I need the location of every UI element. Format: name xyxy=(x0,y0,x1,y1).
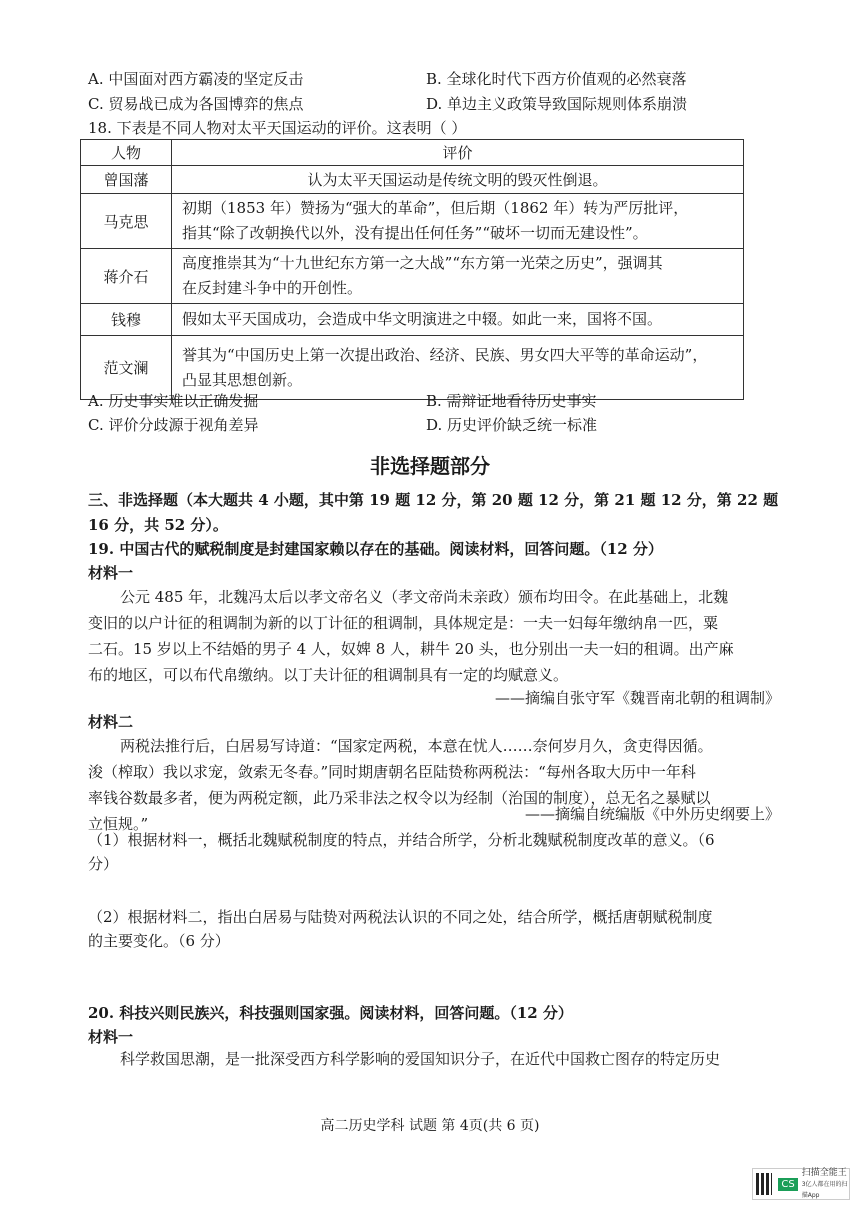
q19-material1-line: 布的地区，可以布代帛缴纳。以丁夫计征的租调制具有一定的均赋意义。 xyxy=(88,666,569,684)
evaluation-cell xyxy=(172,194,744,249)
evaluation-line: 在反封建斗争中的开创性。 xyxy=(182,279,363,297)
q20-stem: 20. 科技兴则民族兴，科技强则国家强。阅读材料，回答问题。（12 分） xyxy=(88,1004,573,1022)
q17-option-d: D. 单边主义政策导致国际规则体系崩溃 xyxy=(426,95,688,113)
q19-sub2-line2: 的主要变化。（6 分） xyxy=(88,932,230,950)
q19-material1-line: 二石。15 岁以上不结婚的男子 4 人，奴婢 8 人，耕牛 20 头，也分别出一夫一妇的租调。出产麻 xyxy=(88,640,734,658)
section-title: 非选择题部分 xyxy=(370,454,490,478)
q19-sub1-line2: 分） xyxy=(88,855,119,873)
q19-sub2-line1: （2）根据材料二，指出白居易与陆贽对两税法认识的不同之处，结合所学，概括唐朝赋税制度 xyxy=(88,908,713,926)
scanner-name: 扫描全能王 xyxy=(801,1167,847,1178)
scanner-tagline: 3亿人都在用的扫描App xyxy=(801,1180,848,1199)
evaluation-line: 初期（1853 年）赞扬为“强大的革命”，但后期（1862 年）转为严厉批评， xyxy=(182,199,689,217)
qr-code-icon xyxy=(756,1173,772,1195)
person-cell: 范文澜 xyxy=(81,336,172,400)
q19-material1-source: ——摘编自张守军《魏晋南北朝的租调制》 xyxy=(494,689,780,707)
q19-stem: 19. 中国古代的赋税制度是封建国家赖以存在的基础。阅读材料，回答问题。（12 分） xyxy=(88,540,663,558)
table-row xyxy=(81,304,744,336)
page-footer: 高二历史学科 试题 第 4页(共 6 页) xyxy=(320,1118,540,1134)
q19-sub1-line1: （1）根据材料一，概括北魏赋税制度的特点，并结合所学，分析北魏赋税制度改革的意义。（6 xyxy=(88,831,715,849)
q19-material2-line: 浚（榨取）我以求宠，敛索无冬春。”同时期唐朝名臣陆贽称两税法：“每州各取大历中一年科 xyxy=(88,763,696,781)
q19-material1-line: 公元 485 年，北魏冯太后以孝文帝名义（孝文帝尚未亲政）颁布均田令。在此基础上，北魏 xyxy=(120,588,729,606)
q18-stem: 18. 下表是不同人物对太平天国运动的评价。这表明（ ） xyxy=(88,119,467,137)
q17-option-c: C. 贸易战已成为各国博弈的焦点 xyxy=(88,95,304,113)
q19-material2-label: 材料二 xyxy=(88,713,134,731)
q18-option-c: C. 评价分歧源于视角差异 xyxy=(88,416,259,434)
section-heading-line1: 三、非选择题（本大题共 4 小题，其中第 19 题 12 分，第 20 题 12 分，第 21 题 12 分，第 22 题 xyxy=(88,491,779,509)
table-row xyxy=(81,249,744,304)
q20-material1-label: 材料一 xyxy=(88,1028,134,1046)
q19-material1-label: 材料一 xyxy=(88,564,134,582)
q17-option-a: A. 中国面对西方霸凌的坚定反击 xyxy=(88,70,304,88)
table-header-evaluation: 评价 xyxy=(172,140,744,166)
evaluation-cell: 认为太平天国运动是传统文明的毁灭性倒退。 xyxy=(172,166,744,194)
section-heading-line2: 16 分，共 52 分）。 xyxy=(88,516,228,534)
table-row xyxy=(81,166,744,194)
evaluation-cell: 假如太平天国成功，会造成中华文明演进之中辍。如此一来，国将不国。 xyxy=(172,304,744,336)
q19-material2-line: 立恒规。” xyxy=(88,815,149,833)
scanner-logo: CS xyxy=(778,1178,797,1191)
q19-material1-line: 变旧的以户计征的租调制为新的以丁计征的租调制，具体规定是：一夫一妇每年缴纳帛一匹，粟 xyxy=(88,614,719,632)
evaluation-line: 高度推崇其为“十九世纪东方第一之大战”“东方第一光荣之历史”，强调其 xyxy=(182,254,663,272)
table-header-person: 人物 xyxy=(81,140,172,166)
q19-material2-line: 两税法推行后，白居易写诗道：“国家定两税，本意在忧人……奈何岁月久，贪吏得因循。 xyxy=(120,737,713,755)
q19-material2-line: 率钱谷数最多者，便为两税定额，此乃采非法之权令以为经制（治国的制度），总无名之暴赋以 xyxy=(88,789,711,807)
q18-option-b: B. 需辩证地看待历史事实 xyxy=(426,392,597,410)
q17-option-b: B. 全球化时代下西方价值观的必然衰落 xyxy=(426,70,687,88)
person-cell: 曾国藩 xyxy=(81,166,172,194)
evaluation-line: 指其“除了改朝换代以外，没有提出任何任务”“破坏一切而无建设性”。 xyxy=(182,224,648,242)
evaluation-cell xyxy=(172,249,744,304)
q20-material1-line: 科学救国思潮，是一批深受西方科学影响的爱国知识分子，在近代中国救亡图存的特定历史 xyxy=(120,1050,721,1068)
q18-option-a: A. 历史事实难以正确发掘 xyxy=(88,392,259,410)
evaluation-line: 凸显其思想创新。 xyxy=(182,370,303,389)
scanner-text xyxy=(802,1168,849,1201)
person-cell: 钱穆 xyxy=(81,304,172,336)
q19-material2-source: ——摘编自统编版《中外历史纲要上》 xyxy=(524,805,780,823)
scanner-watermark xyxy=(752,1168,850,1200)
q18-option-d: D. 历史评价缺乏统一标准 xyxy=(426,416,598,434)
table-row xyxy=(81,194,744,249)
evaluation-table xyxy=(80,139,744,400)
person-cell: 马克思 xyxy=(81,194,172,249)
person-cell: 蒋介石 xyxy=(81,249,172,304)
evaluation-line: 誉其为“中国历史上第一次提出政治、经济、民族、男女四大平等的革命运动”， xyxy=(182,345,708,364)
